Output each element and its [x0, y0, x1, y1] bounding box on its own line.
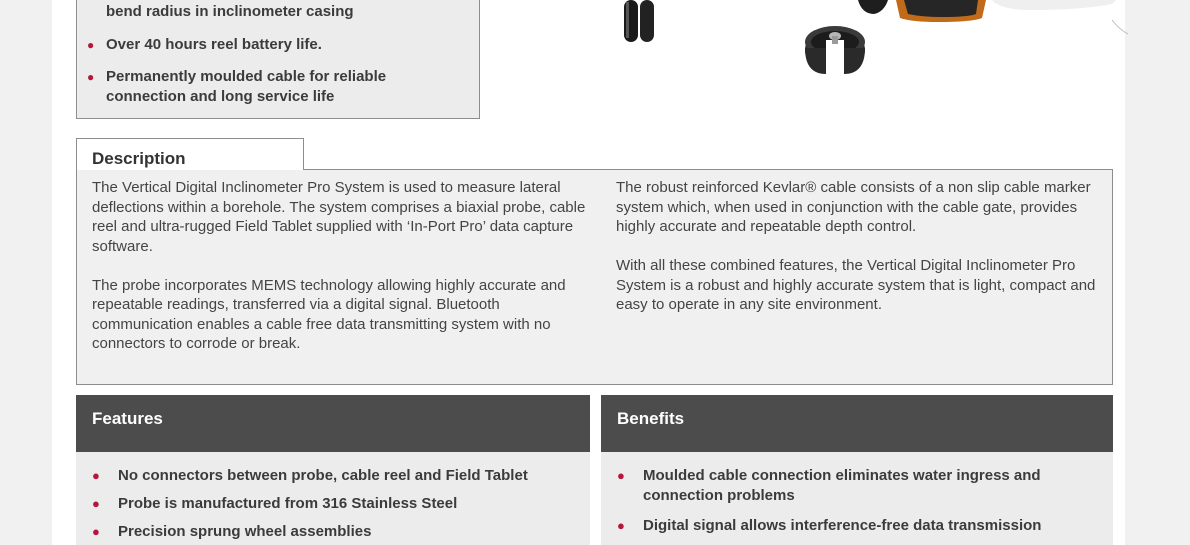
description-paragraph: With all these combined features, the Vertical Digital Inclinometer Pro System is a robust and highly accurate system that is light, compact and easy to operate in any site environment.: [616, 257, 1096, 313]
benefits-header: Benefits: [601, 395, 1113, 452]
features-panel: [76, 395, 590, 545]
benefits-panel: [601, 395, 1113, 545]
datasheet-page: [52, 0, 1125, 545]
reel-and-tablet-illustration: [858, 0, 1128, 34]
bullet-icon: ●: [87, 38, 95, 52]
description-right-column: [616, 178, 1101, 334]
probe-rods-illustration: [624, 0, 654, 42]
description-paragraph: The Vertical Digital Inclinometer Pro System is used to measure lateral deflections within a borehole. The system comprises a biaxial probe, cable reel and ultra-rugged Field Tablet supplied with ‘In-Port Pro’ data capture software.: [92, 179, 586, 255]
feature-item: [92, 466, 568, 486]
highlight-item: [87, 2, 446, 22]
benefit-item-text: Digital signal allows interference-free data transmission: [643, 517, 1042, 534]
cable-gate-illustration: [805, 26, 865, 76]
highlight-item: [87, 67, 446, 107]
bullet-icon: ●: [92, 468, 100, 483]
description-paragraph: The robust reinforced Kevlar® cable consists of a non slip cable marker system which, when used in conjunction with the cable gate, provides highly accurate and repeatable depth control.: [616, 179, 1091, 235]
description-title: Description: [92, 149, 186, 168]
features-header: Features: [76, 395, 590, 452]
highlight-item-text: Over 40 hours reel battery life.: [106, 36, 322, 53]
bullet-icon: ●: [87, 70, 95, 84]
bullet-icon: ●: [617, 518, 625, 533]
bullet-icon: ●: [617, 468, 625, 483]
bullet-icon: ●: [92, 496, 100, 511]
benefit-item-text: Moulded cable connection eliminates water ingress and connection problems: [643, 467, 1041, 504]
highlights-box: [76, 0, 480, 119]
feature-item-text: No connectors between probe, cable reel and Field Tablet: [118, 467, 528, 484]
benefit-item: [617, 466, 1093, 506]
highlight-item-text: bend radius in inclinometer casing: [106, 3, 354, 20]
feature-item-text: Precision sprung wheel assemblies: [118, 523, 372, 540]
highlight-item: [87, 35, 446, 55]
feature-item: [92, 522, 568, 542]
feature-item: [92, 494, 568, 514]
bullet-icon: ●: [92, 524, 100, 539]
highlight-item-text: Permanently moulded cable for reliable connection and long service life: [106, 68, 387, 105]
description-left-column: [92, 178, 604, 373]
product-image: [612, 0, 1132, 90]
description-paragraph: The probe incorporates MEMS technology allowing highly accurate and repeatable readings, transferred via a digital signal. Bluetooth communication enables a cable free data transmitting system with no connectors to corrode or break.: [92, 276, 566, 352]
benefit-item: [617, 516, 1093, 536]
feature-item-text: Probe is manufactured from 316 Stainless Steel: [118, 495, 458, 512]
